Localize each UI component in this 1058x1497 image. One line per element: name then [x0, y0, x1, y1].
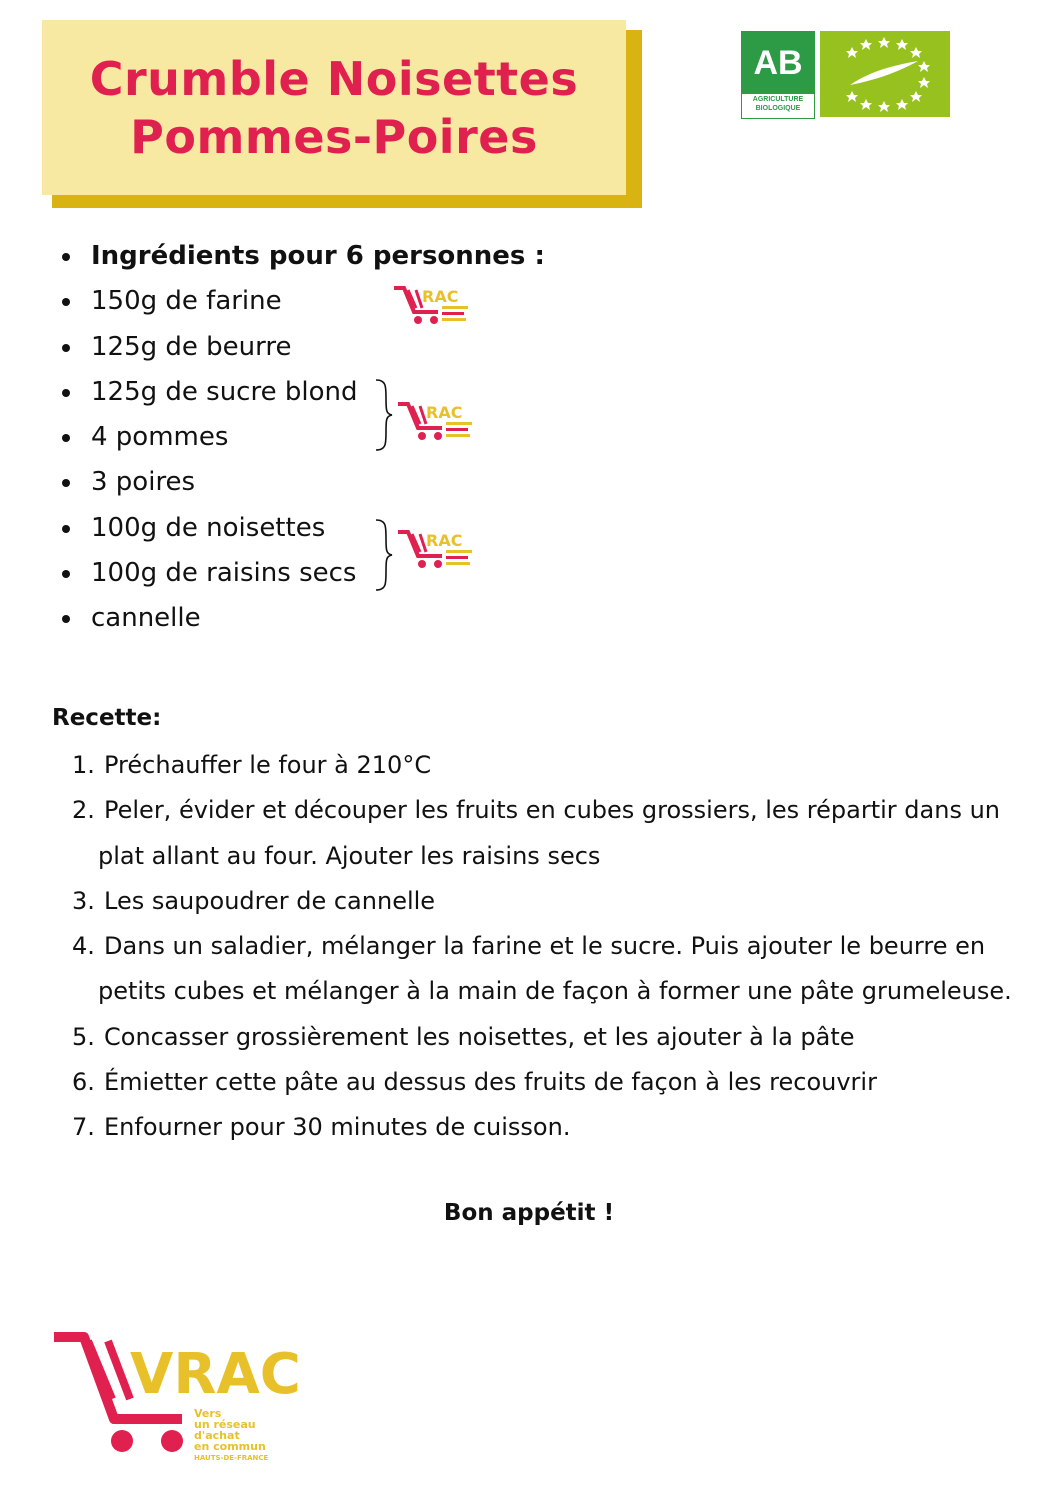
closing-text: Bon appétit !	[443, 1200, 615, 1226]
title-line-1: Crumble Noisettes	[89, 51, 579, 106]
svg-text:RAC: RAC	[426, 403, 463, 422]
eu-organic-logo	[820, 31, 950, 117]
ab-caption-line-1: AGRICULTURE	[752, 96, 804, 103]
vrac-bulk-logo-small	[392, 284, 472, 328]
title-line-2: Pommes-Poires	[130, 109, 538, 164]
vrac-tagline-1: Vers	[194, 1407, 222, 1420]
step-number: 1.	[72, 751, 95, 779]
ingredient-item: 100g de noisettes	[62, 506, 545, 551]
ingredient-item: 4 pommes	[62, 415, 545, 460]
title-banner	[42, 20, 626, 195]
ingredient-item: cannelle	[62, 596, 545, 641]
vrac-network-logo	[50, 1327, 301, 1462]
vrac-tagline-4: en commun	[194, 1440, 266, 1453]
recipe-steps	[72, 743, 1018, 1151]
ingredient-item: 100g de raisins secs	[62, 551, 545, 596]
step-number: 4.	[72, 932, 95, 961]
step-text: Dans un saladier, mélanger la farine et le sucre. Puis ajouter le beurre en	[104, 932, 986, 961]
step-text: Enfourner pour 30 minutes de cuisson.	[104, 1113, 571, 1142]
ingredient-item: 3 poires	[62, 460, 545, 505]
step-text: Les saupoudrer de cannelle	[104, 886, 436, 915]
step-text-continued: plat allant au four. Ajouter les raisins secs	[98, 841, 601, 870]
ab-organic-logo	[741, 31, 815, 119]
ingredient-item: 125g de sucre blond	[62, 370, 545, 415]
recipe-step	[72, 743, 1018, 788]
vrac-tagline-3: d'achat	[194, 1429, 240, 1442]
step-text-continued: petits cubes et mélanger à la main de façon à former une pâte grumeleuse.	[98, 977, 1012, 1006]
step-text: Concasser grossièrement les noisettes, et les ajouter à la pâte	[104, 1022, 855, 1051]
ab-mark: AB	[742, 32, 814, 94]
eu-leaf-stars-icon	[820, 31, 950, 117]
recipe-step	[72, 788, 1018, 879]
step-text: Préchauffer le four à 210°C	[104, 751, 432, 779]
vrac-region: HAUTS-DE-FRANCE	[194, 1454, 269, 1462]
vrac-bulk-logo-small	[396, 400, 476, 444]
vrac-wordmark: VRAC	[130, 1342, 301, 1407]
ingredients-heading: Ingrédients pour 6 personnes :	[62, 234, 545, 279]
step-number: 5.	[72, 1022, 95, 1051]
step-number: 3.	[72, 886, 95, 915]
recipe-step	[72, 1015, 1018, 1060]
ingredient-item: 125g de beurre	[62, 325, 545, 370]
recipe-step	[72, 1060, 1018, 1105]
brace-icon	[374, 518, 394, 592]
step-number: 6.	[72, 1068, 95, 1097]
svg-text:RAC: RAC	[422, 287, 459, 306]
ab-caption-line-2: BIOLOGIQUE	[755, 105, 801, 112]
step-number: 2.	[72, 796, 95, 825]
recipe-step	[72, 1105, 1018, 1150]
ab-caption	[742, 95, 814, 113]
recipe-heading: Recette:	[52, 705, 162, 731]
step-number: 7.	[72, 1113, 95, 1142]
vrac-bulk-logo-small	[396, 528, 476, 572]
vrac-tagline-2: un réseau	[194, 1418, 256, 1431]
step-text: Peler, évider et découper les fruits en cubes grossiers, les répartir dans un	[104, 796, 1001, 825]
recipe-step	[72, 879, 1018, 924]
brace-icon	[374, 378, 394, 452]
svg-text:RAC: RAC	[426, 531, 463, 550]
step-text: Émietter cette pâte au dessus des fruits de façon à les recouvrir	[104, 1068, 877, 1097]
ingredient-item: 150g de farine	[62, 279, 545, 324]
recipe-step	[72, 924, 1018, 1015]
